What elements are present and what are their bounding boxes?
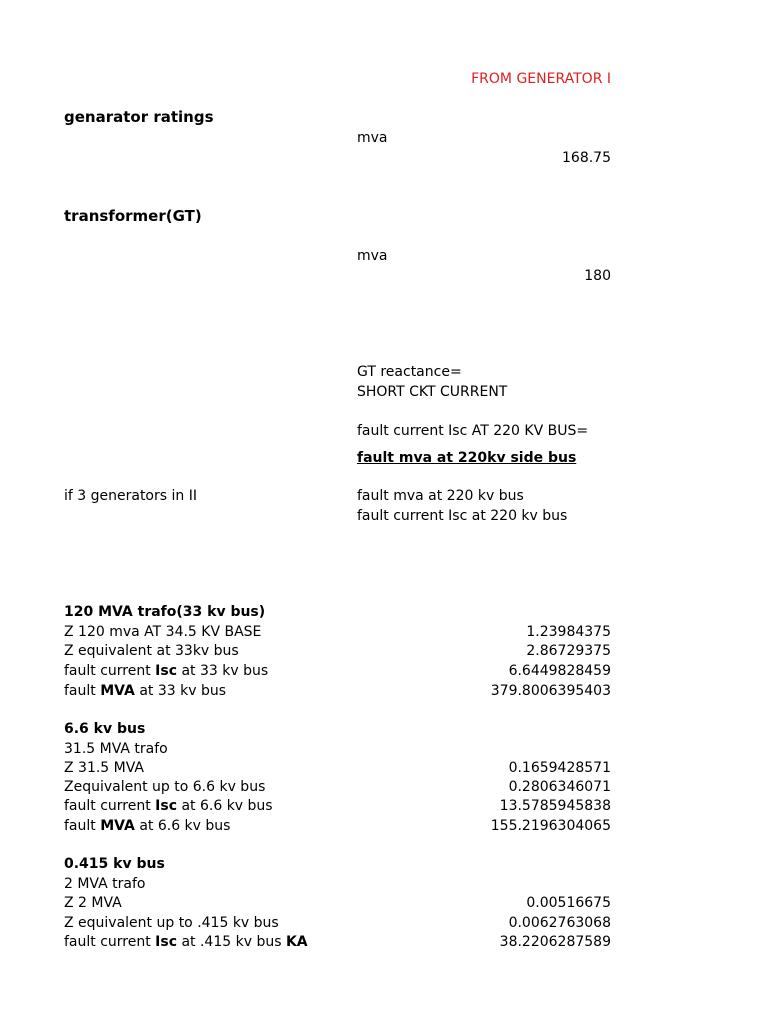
- bus66-sub: 31.5 MVA trafo: [64, 741, 168, 757]
- fault-isc-220-label: fault current Isc at 220 kv bus: [357, 508, 568, 524]
- bus66-row-label: Zequivalent up to 6.6 kv bus: [64, 779, 266, 795]
- bus33-row-value: 1.23984375: [526, 624, 611, 640]
- bus66-row-value: 13.5785945838: [499, 798, 611, 814]
- bus33-row-label: Z 120 mva AT 34.5 KV BASE: [64, 624, 262, 640]
- bus415-row-value: 0.00516675: [526, 895, 611, 911]
- bus415-row-label: fault current Isc at .415 kv bus KA: [64, 934, 308, 950]
- bus33-row-label: fault MVA at 33 kv bus: [64, 683, 227, 699]
- bus33-row-value: 2.86729375: [526, 643, 611, 659]
- bus415-sub: 2 MVA trafo: [64, 876, 146, 892]
- bus33-row-value: 6.6449828459: [508, 663, 611, 679]
- generator-heading: genarator ratings: [64, 108, 214, 126]
- bus66-row-label: Z 31.5 MVA: [64, 760, 145, 776]
- bus66-row-value: 0.1659428571: [508, 760, 611, 776]
- bus66-row-label: fault current Isc at 6.6 kv bus: [64, 798, 273, 814]
- bus33-row-value: 379.8006395403: [490, 683, 611, 699]
- bus415-row-value: 38.2206287589: [499, 934, 611, 950]
- bus33-row-label: fault current Isc at 33 kv bus: [64, 663, 269, 679]
- bus66-row-value: 155.2196304065: [490, 818, 611, 834]
- bus415-row-label: Z 2 MVA: [64, 895, 122, 911]
- bus415-row-value: 0.0062763068: [508, 915, 611, 931]
- generator-mva-value: 168.75: [562, 150, 611, 166]
- short-ckt-label: SHORT CKT CURRENT: [357, 384, 508, 400]
- bus66-row-label: fault MVA at 6.6 kv bus: [64, 818, 231, 834]
- bus33-heading: 120 MVA trafo(33 kv bus): [64, 604, 266, 620]
- fault-mva-220-side-label: fault mva at 220kv side bus: [357, 450, 577, 466]
- gt-reactance-label: GT reactance=: [357, 364, 462, 380]
- transformer-mva-label: mva: [357, 248, 388, 264]
- bus66-row-value: 0.2806346071: [508, 779, 611, 795]
- generator-mva-label: mva: [357, 130, 388, 146]
- bus33-row-label: Z equivalent at 33kv bus: [64, 643, 239, 659]
- bus415-row-label: Z equivalent up to .415 kv bus: [64, 915, 279, 931]
- fault-mva-220-label: fault mva at 220 kv bus: [357, 488, 524, 504]
- fault-current-220-label: fault current Isc AT 220 KV BUS=: [357, 423, 589, 439]
- transformer-heading: transformer(GT): [64, 207, 202, 225]
- transformer-mva-value: 180: [584, 268, 611, 284]
- three-generators-label: if 3 generators in II: [64, 488, 197, 504]
- bus66-heading: 6.6 kv bus: [64, 721, 146, 737]
- bus415-heading: 0.415 kv bus: [64, 856, 165, 872]
- source-label: FROM GENERATOR I: [471, 71, 611, 87]
